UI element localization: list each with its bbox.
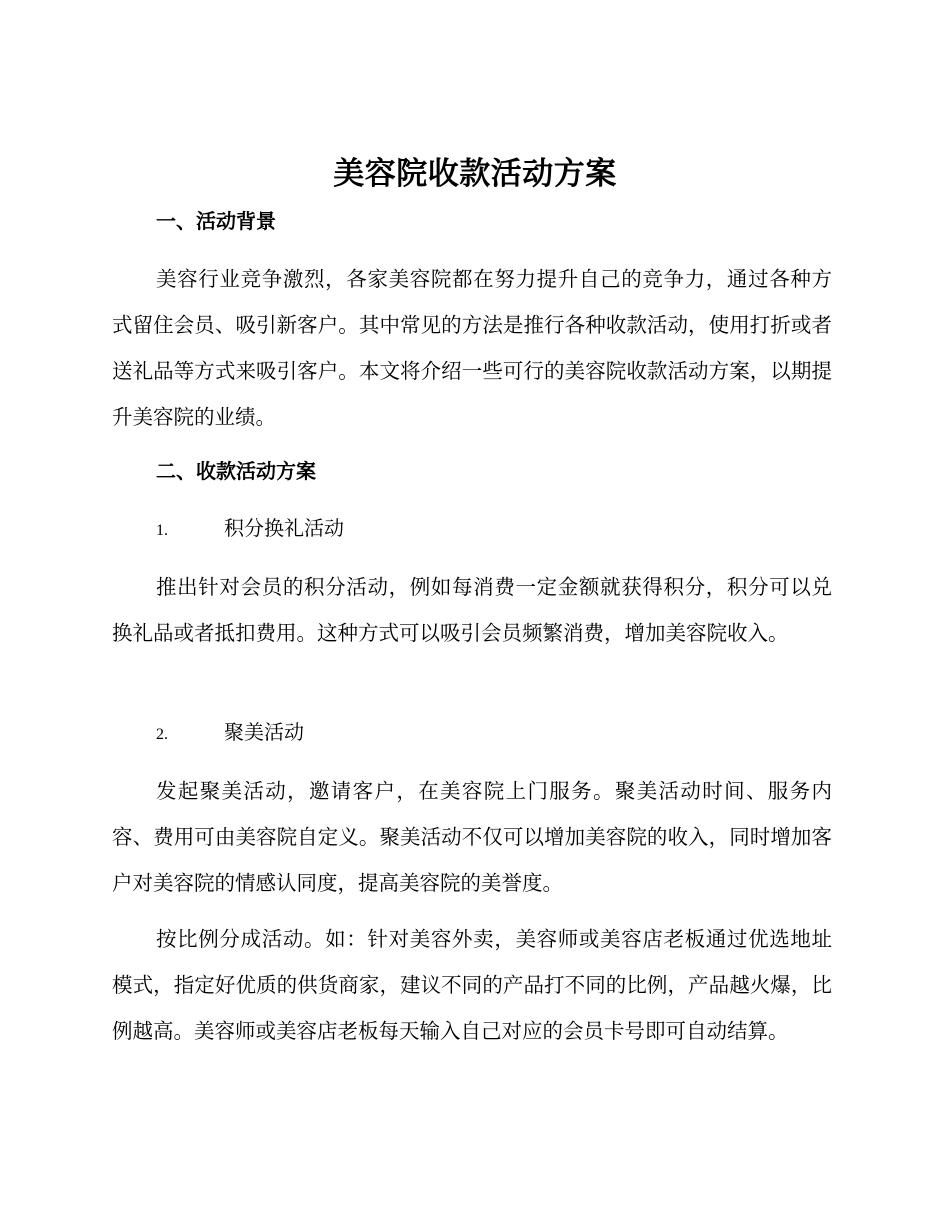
list-item-label: 聚美活动 xyxy=(224,720,304,744)
list-item-beauty-gathering xyxy=(156,717,304,750)
document-title: 美容院收款活动方案 xyxy=(333,156,617,192)
list-number: 2. xyxy=(156,726,168,743)
beauty-gathering-paragraph: 发起聚美活动，邀请客户，在美容院上门服务。聚美活动时间、服务内容、费用可由美容院自定义。聚美活动不仅可以增加美容院的收入，同时增加客户对美容院的情感认同度，提高美容院的美誉度。 xyxy=(112,779,832,895)
background-paragraph: 美容行业竞争激烈，各家美容院都在努力提升自己的竞争力，通过各种方式留住会员、吸引新客户。其中常见的方法是推行各种收款活动，使用打折或者送礼品等方式来吸引客户。本文将介绍一些可行的美容院收款活动方案，以期提升美容院的业绩。 xyxy=(112,267,832,429)
profit-sharing-paragraph: 按比例分成活动。如：针对美容外卖，美容师或美容店老板通过优选地址模式，指定好优质的供货商家，建议不同的产品打不同的比例，产品越火爆，比例越高。美容师或美容店老板每天输入自己对应的会员卡号即可自动结算。 xyxy=(112,927,832,1043)
points-exchange-paragraph: 推出针对会员的积分活动，例如每消费一定金额就获得积分，积分可以兑换礼品或者抵扣费用。这种方式可以吸引会员频繁消费，增加美容院收入。 xyxy=(112,575,832,645)
section-heading-plan: 二、收款活动方案 xyxy=(156,459,316,483)
section-heading-background: 一、活动背景 xyxy=(156,209,276,233)
list-item-points-exchange xyxy=(156,513,344,546)
list-number: 1. xyxy=(156,522,168,539)
list-item-label: 积分换礼活动 xyxy=(224,516,344,540)
